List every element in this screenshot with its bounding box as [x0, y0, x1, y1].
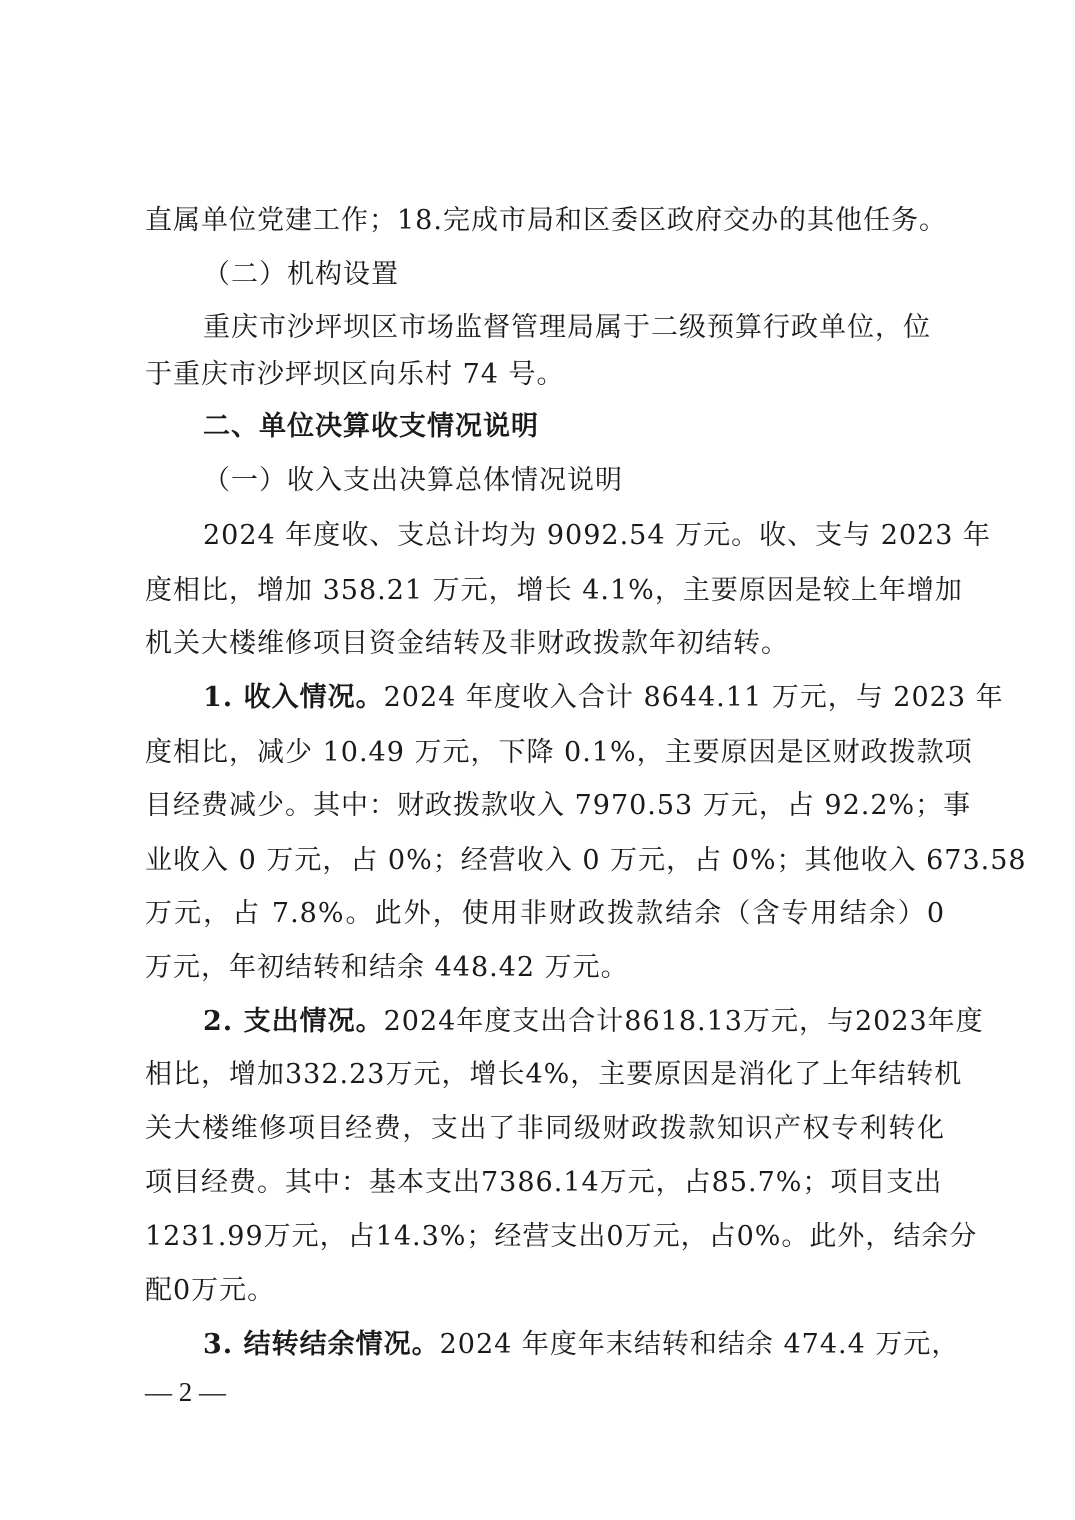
paragraph-text: 2024 年度收入合计 8644.11 万元，与 2023 年: [383, 682, 1004, 713]
paragraph-line: 万元，年初结转和结余 448.42 万元。: [145, 952, 629, 983]
subsection-label: 1. 收入情况。: [203, 682, 384, 713]
paragraph-line: 2024 年度收、支总计均为 9092.54 万元。收、支与 2023 年: [203, 520, 991, 551]
paragraph-text: 2024 年度年末结转和结余 474.4 万元，: [439, 1329, 960, 1360]
section-heading: （一）收入支出决算总体情况说明: [203, 465, 623, 496]
paragraph-line: 配0万元。: [145, 1275, 276, 1306]
page-number: — 2 —: [145, 1377, 226, 1407]
paragraph-text: 2024年度支出合计8618.13万元，与2023年度: [383, 1006, 984, 1037]
paragraph-line: [203, 1002, 984, 1042]
paragraph-line: 于重庆市沙坪坝区向乐村 74 号。: [145, 359, 565, 390]
paragraph-line: 万元，占 7.8%。此外，使用非财政拨款结余（含专用结余）0: [145, 898, 945, 929]
paragraph-line: 度相比，增加 358.21 万元，增长 4.1%，主要原因是较上年增加: [145, 575, 963, 606]
paragraph-line: 机关大楼维修项目资金结转及非财政拨款年初结转。: [145, 628, 789, 659]
paragraph-line: 1231.99万元，占14.3%；经营支出0万元，占0%。此外，结余分: [145, 1221, 978, 1252]
paragraph-line: [203, 1325, 960, 1365]
paragraph-line: 项目经费。其中：基本支出7386.14万元，占85.7%；项目支出: [145, 1167, 943, 1198]
paragraph-line: 相比，增加332.23万元，增长4%，主要原因是消化了上年结转机: [145, 1059, 963, 1090]
paragraph-line: 关大楼维修项目经费，支出了非同级财政拨款知识产权专利转化: [145, 1113, 945, 1144]
paragraph-line: 目经费减少。其中：财政拨款收入 7970.53 万元，占 92.2%；事: [145, 790, 972, 821]
paragraph-line: 度相比，减少 10.49 万元，下降 0.1%，主要原因是区财政拨款项: [145, 737, 973, 768]
section-heading: 二、单位决算收支情况说明: [203, 411, 539, 442]
subsection-label: 2. 支出情况。: [203, 1006, 384, 1037]
paragraph-line: 重庆市沙坪坝区市场监督管理局属于二级预算行政单位，位: [203, 312, 931, 343]
paragraph-line: 业收入 0 万元，占 0%；经营收入 0 万元，占 0%；其他收入 673.58: [145, 845, 1027, 876]
paragraph-line: 直属单位党建工作；18.完成市局和区委区政府交办的其他任务。: [145, 205, 947, 236]
section-heading: （二）机构设置: [203, 259, 399, 290]
paragraph-line: [203, 678, 1004, 718]
subsection-label: 3. 结转结余情况。: [203, 1329, 440, 1360]
